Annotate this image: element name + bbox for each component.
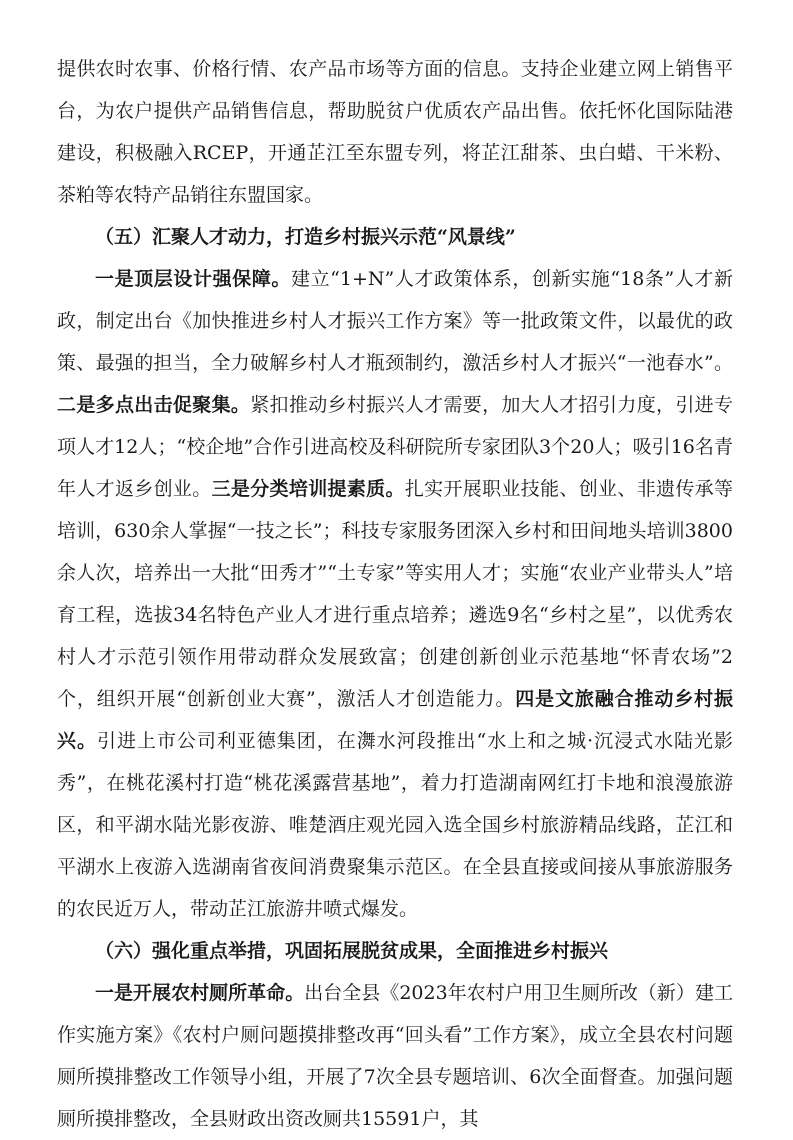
point-1-title: 一是开展农村厕所革命。 bbox=[95, 982, 305, 1004]
paragraph-text: 提供农时农事、价格行情、农产品市场等方面的信息。支持企业建立网上销售平台，为农户提供产品销售信息，帮助脱贫户优质农产品出售。依托怀化国际陆港建设，积极融入RCEP，开通芷江至东盟专列，将芷江甜茶、虫白蜡、干米粉、茶粕等农特产品销往东盟国家。 bbox=[57, 58, 733, 206]
point-4-text: 引进上市公司利亚德集团，在㵲水河段推出“水上和之城·沉浸式水陆光影秀”，在桃花溪村打造“桃花溪露营基地”，着力打造湖南网红打卡地和浪漫旅游区，和平湖水陆光影夜游、唯楚酒庄观光园入选全国乡村旅游精品线路，芷江和平湖水上夜游入选湖南省夜间消费聚集示范区。在全县直接或间接从事旅游服务的农民近万人，带动芷江旅游井喷式爆发。 bbox=[57, 730, 733, 920]
paragraph-talent bbox=[57, 258, 733, 930]
point-1-title: 一是顶层设计强保障。 bbox=[95, 268, 291, 290]
point-1-text: 出台全县《2023年农村户用卫生厕所改（新）建工作实施方案》《农村户厕问题摸排整改再“回头看”工作方案》，成立全县农村问题厕所摸排整改工作领导小组，开展了7次全县专题培训、6次全面督查。加强问题厕所摸排整改，全县财政出资改厕共15591户，其 bbox=[57, 982, 733, 1130]
document-body bbox=[57, 48, 733, 1140]
section-heading-5: （五）汇聚人才动力，打造乡村振兴示范“风景线” bbox=[95, 226, 516, 248]
point-2-text: 紧扣推动乡村振兴人才需要，加大人才招引力度，引进专项人才12人；“校企地”合作引进高校及科研院所专家团队3个20人；吸引16名青年人才返乡创业。 bbox=[57, 394, 733, 500]
paragraph-toilet-revolution bbox=[57, 972, 733, 1140]
paragraph-info-services bbox=[57, 48, 733, 216]
section-heading-6: （六）强化重点举措，巩固拓展脱贫成果，全面推进乡村振兴 bbox=[95, 940, 609, 962]
point-3-title: 三是分类培训提素质。 bbox=[211, 478, 405, 500]
point-1-text: 建立“1+N”人才政策体系，创新实施“18条”人才新政，制定出台《加快推进乡村人才振兴工作方案》等一批政策文件，以最优的政策、最强的担当，全力破解乡村人才瓶颈制约，激活乡村人才振兴“一池春水”。 bbox=[57, 268, 733, 374]
point-3-text: 扎实开展职业技能、创业、非遗传承等培训，630余人掌握“一技之长”；科技专家服务团深入乡村和田间地头培训3800余人次，培养出一大批“田秀才”“土专家”等实用人才；实施“农业产业带头人”培育工程，选拔34名特色产业人才进行重点培养；遴选9名“乡村之星”，以优秀农村人才示范引领作用带动群众发展致富；创建创新创业示范基地“怀青农场”2个，组织开展“创新创业大赛”，激活人才创造能力。 bbox=[57, 478, 733, 710]
point-2-title: 二是多点出击促聚集。 bbox=[57, 394, 251, 416]
point-4-title: 四是文旅融合推动乡村振兴。 bbox=[57, 688, 733, 752]
